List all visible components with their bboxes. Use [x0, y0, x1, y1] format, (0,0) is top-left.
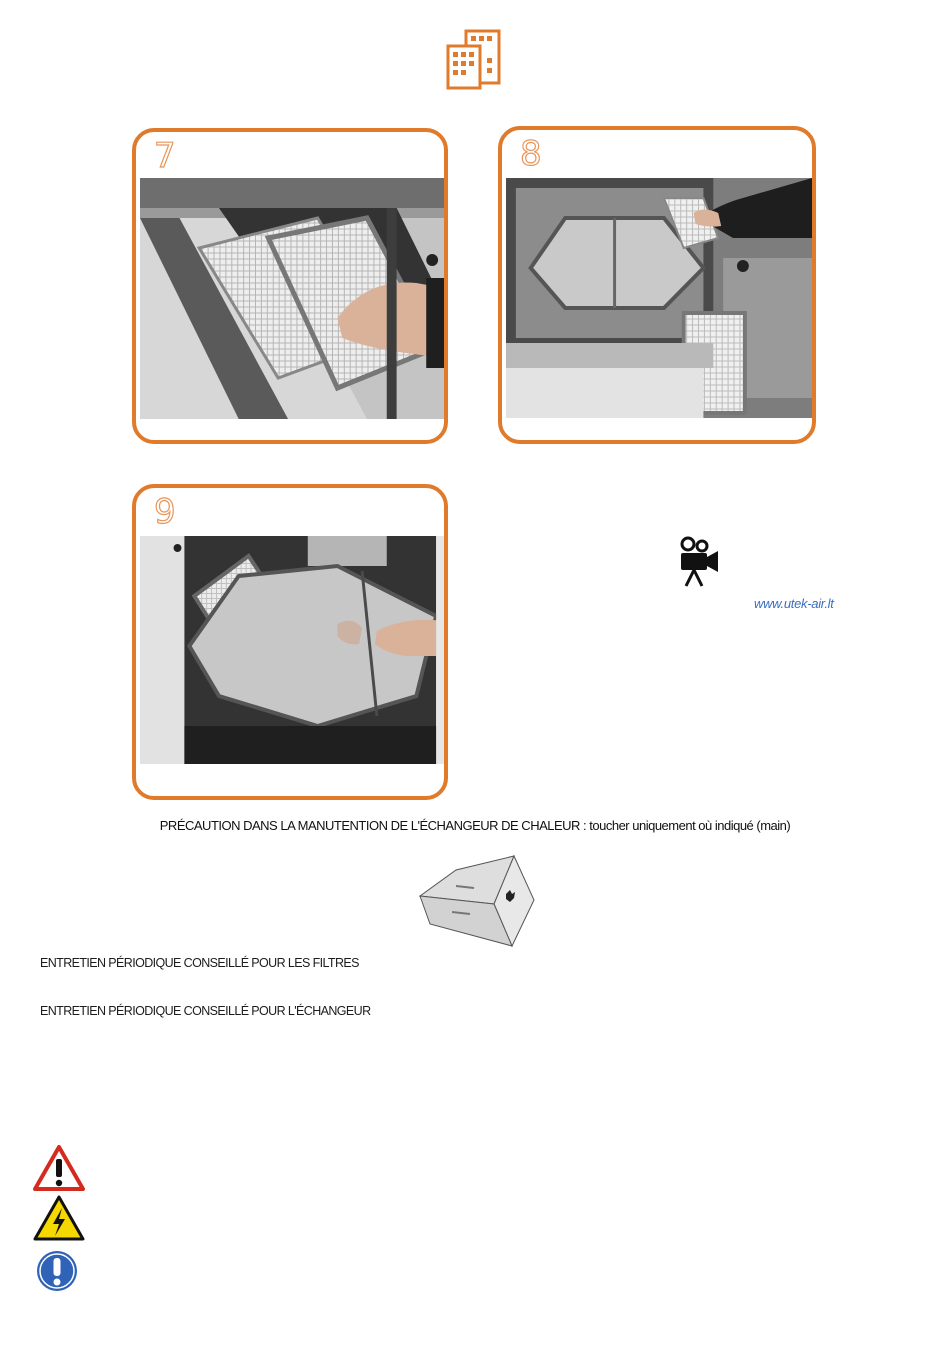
step-7-frame: [132, 128, 448, 444]
heat-exchanger-illustration: [416, 852, 536, 950]
video-camera-icon: [678, 536, 722, 588]
filter-removal-photo: [140, 178, 444, 419]
step-number: 7: [154, 136, 176, 176]
building-icon: [444, 28, 502, 92]
exchanger-maintenance-heading: ENTRETIEN PÉRIODIQUE CONSEILLÉ POUR L'ÉCHANGEUR: [40, 1004, 371, 1018]
filters-maintenance-heading: ENTRETIEN PÉRIODIQUE CONSEILLÉ POUR LES FILTRES: [40, 956, 359, 970]
step-number: 9: [154, 492, 176, 532]
step-number: 8: [520, 134, 542, 174]
exchanger-removal-photo: [140, 536, 444, 764]
step-8-frame: [498, 126, 816, 444]
handling-caution-text: PRÉCAUTION DANS LA MANUTENTION DE L'ÉCHANGEUR DE CHALEUR : toucher uniquement où indiqué (main): [159, 818, 791, 833]
warning-triangle-icon: [33, 1144, 85, 1192]
information-icon: [36, 1250, 78, 1292]
step-9-frame: [132, 484, 448, 800]
website-link[interactable]: www.utek-air.lt: [754, 596, 834, 611]
electrical-hazard-icon: [33, 1194, 85, 1242]
filter-and-exchanger-photo: [506, 178, 812, 418]
